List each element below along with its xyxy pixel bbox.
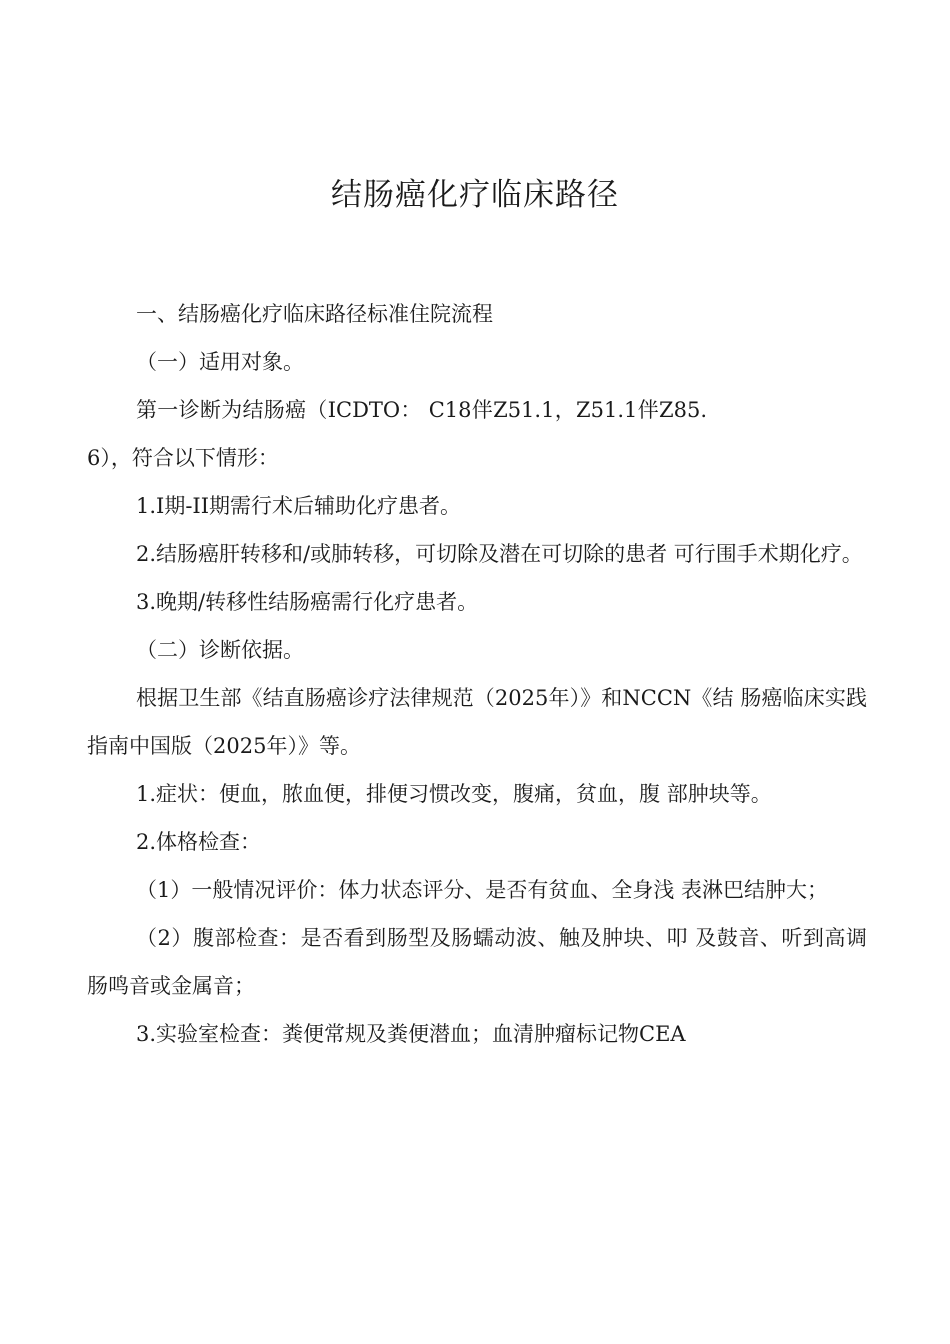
section-heading: 一、结肠癌化疗临床路径标准住院流程: [136, 302, 493, 326]
list-item: 3.实验室检查：粪便常规及粪便潜血；血清肿瘤标记物CEA: [136, 1022, 686, 1046]
list-item: 3.晚期/转移性结肠癌需行化疗患者。: [136, 590, 479, 614]
list-item: 2.结肠癌肝转移和/或肺转移，可切除及潜在可切除的患者 可行围手术期化疗。: [136, 542, 863, 566]
list-item: （1）一般情况评价：体力状态评分、是否有贫血、全身浅 表淋巴结肿大；: [136, 878, 829, 902]
subsection-heading: （二）诊断依据。: [136, 638, 304, 662]
list-item: （2）腹部检查：是否看到肠型及肠蠕动波、触及肿块、叩 及鼓音、听到高调肠鸣音或金属音；: [87, 926, 867, 998]
document-title: 结肠癌化疗临床路径: [331, 177, 619, 213]
body-paragraph: 根据卫生部《结直肠癌诊疗法律规范（2025年）》和NCCN《结 肠癌临床实践指南中国版（2025年）》等。: [87, 686, 867, 758]
body-paragraph: 第一诊断为结肠癌（ICDTO： C18伴Z51.1，Z51.1伴Z85.6），符合以下情形：: [87, 398, 707, 470]
document-body: [87, 290, 867, 1058]
list-item: 1.症状：便血，脓血便，排便习惯改变，腹痛，贫血，腹 部肿块等。: [136, 782, 772, 806]
list-item: 1.I期-II期需行术后辅助化疗患者。: [136, 494, 462, 518]
list-item: 2.体格检查：: [136, 830, 262, 854]
subsection-heading: （一）适用对象。: [136, 350, 304, 374]
